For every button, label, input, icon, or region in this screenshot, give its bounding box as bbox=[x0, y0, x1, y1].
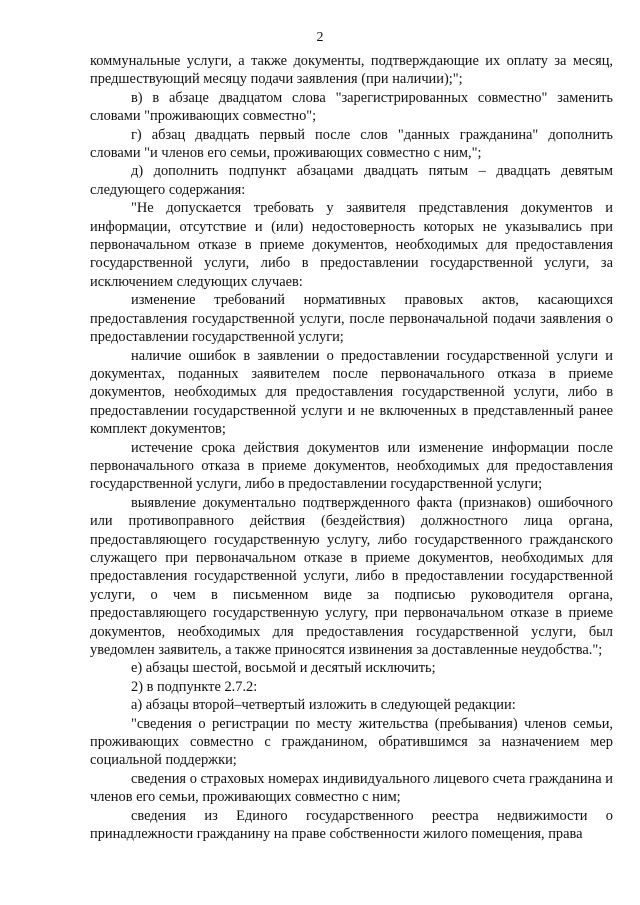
paragraph: е) абзацы шестой, восьмой и десятый исключить; bbox=[131, 660, 436, 677]
paragraph: выявление документально подтвержденного факта (признаков) ошибочного или противоправного действия (бездействия) должностного лица органа, предоставляющего государственную услугу, либо государственного гражданского служащего при первоначальном отказе в приеме документов, необходимых для предоставления государственной услуги, либо в предоставлении государственной услуги, о чем в письменном виде за подписью руководителя органа, предоставляющего государственную услугу, при первоначальном отказе в приеме документов, необходимых для предоставления государственной услуги, был уведомлен заявитель, а также приносятся извинения за доставленные неудобства."; bbox=[90, 494, 613, 658]
paragraph: д) дополнить подпункт абзацами двадцать пятым – двадцать девятым следующего содержания: bbox=[90, 163, 613, 198]
paragraph: в) в абзаце двадцатом слова "зарегистрированных совместно" заменить словами "проживающих совместно"; bbox=[90, 89, 613, 125]
paragraph: изменение требований нормативных правовых актов, касающихся предоставления государственной услуги, после первоначальной подачи заявления о предоставлении государственной услуги; bbox=[90, 292, 613, 346]
paragraph: сведения о страховых номерах индивидуального лицевого счета гражданина и членов его семьи, проживающих совместно с ним; bbox=[90, 770, 613, 806]
paragraph: г) абзац двадцать первый после слов "данных гражданина" дополнить словами "и членов его семьи, проживающих совместно с ним,"; bbox=[90, 126, 613, 162]
paragraph: а) абзацы второй–четвертый изложить в следующей редакции: bbox=[131, 697, 516, 714]
paragraph: наличие ошибок в заявлении о предоставлении государственной услуги и документах, поданных заявителем после первоначального отказа в приеме документов, необходимых для предоставления государственной услуги, либо в предоставлении государственной услуги и не включенных в представленный ранее комплект документов; bbox=[90, 347, 613, 438]
paragraph: истечение срока действия документов или изменение информации после первоначального отказа в приеме документов, необходимых для предоставления государственной услуги, либо в предоставлении государственной услуги; bbox=[90, 439, 613, 493]
page-number: 2 bbox=[316, 30, 324, 45]
paragraph: "Не допускается требовать у заявителя представления документов и информации, отсутствие и (или) недостоверность которых не указывались при первоначальном отказе в приеме документов, необходимых для предоставления государственной услуги, либо в предоставлении государственной услуги, за исключением следующих случаев: bbox=[90, 200, 613, 290]
paragraph: сведения из Единого государственного реестра недвижимости о принадлежности гражданину на праве собственности жилого помещения, права bbox=[90, 807, 613, 843]
paragraph: "сведения о регистрации по месту жительства (пребывания) членов семьи, проживающих совместно с гражданином, обратившимся за назначением мер социальной поддержки; bbox=[90, 715, 613, 769]
document-body bbox=[90, 52, 613, 843]
paragraph: 2) в подпункте 2.7.2: bbox=[131, 678, 258, 695]
paragraph: коммунальные услуги, а также документы, подтверждающие их оплату за месяц, предшествующий месяцу подачи заявления (при наличии);"; bbox=[90, 53, 613, 88]
